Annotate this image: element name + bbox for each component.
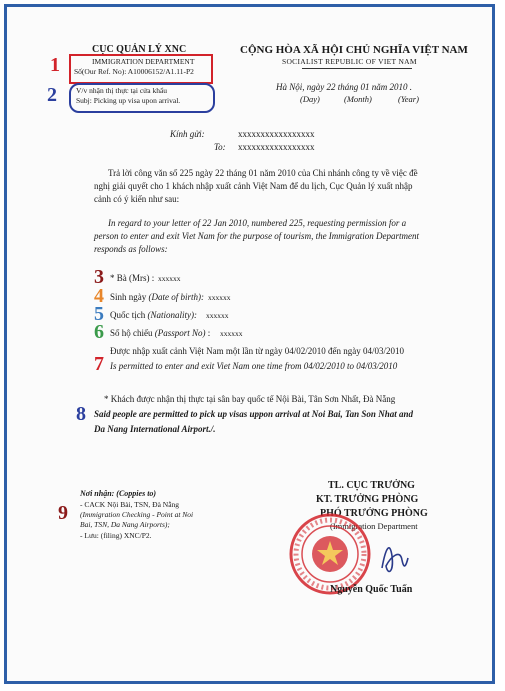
- handwritten-signature-icon: [376, 536, 412, 580]
- body-en-line-1: In regard to your letter of 22 Jan 2010, numbered 225, requesting permission for a: [108, 218, 407, 228]
- signature-title-2: KT. TRƯỞNG PHÒNG: [316, 494, 419, 505]
- subject-vi: V/v nhận thị thực tại cửa khẩu: [76, 86, 168, 95]
- signature-title-1: TL. CỤC TRƯỞNG: [328, 480, 415, 491]
- airport-vi: * Khách được nhận thị thực tại sân bay quốc tế Nội Bài, Tân Sơn Nhất, Đà Nẵng: [104, 394, 396, 404]
- country-name: CỘNG HÒA XÃ HỘI CHỦ NGHĨA VIỆT NAM: [240, 44, 468, 56]
- copies-line-3: Bai, TSN, Da Nang Airports);: [80, 520, 170, 529]
- passport-value: xxxxxx: [220, 329, 243, 338]
- marker-3: 3: [94, 266, 104, 288]
- nationality-label-vi: Quốc tịch: [110, 310, 146, 320]
- agency-name-en: IMMIGRATION DEPARTMENT: [92, 57, 195, 66]
- dob-label-vi: Sinh ngày: [110, 292, 147, 302]
- body-en-line-2: person to enter and exit Viet Nam for the purpose of tourism, the Immigration Department: [94, 231, 420, 241]
- marker-9: 9: [58, 502, 68, 524]
- marker-8: 8: [76, 403, 86, 425]
- marker-6: 6: [94, 321, 104, 343]
- marker-4: 4: [94, 285, 104, 307]
- agency-name: CỤC QUẢN LÝ XNC: [92, 44, 187, 55]
- issue-date: Hà Nội, ngày 22 tháng 01 năm 2010 .: [276, 82, 412, 92]
- body-en-line-3: responds as follows:: [94, 244, 168, 254]
- dob-value: xxxxxx: [208, 293, 231, 302]
- marker-2: 2: [47, 84, 57, 106]
- recipient-value-1: xxxxxxxxxxxxxxxxx: [238, 129, 315, 139]
- passport-label: [110, 328, 210, 338]
- passport-label-en: (Passport No): [154, 328, 206, 338]
- signature-title-3: PHÓ TRƯỞNG PHÒNG: [320, 508, 428, 519]
- marker-7: 7: [94, 353, 104, 375]
- permit-vi: Được nhập xuất cảnh Việt Nam một lần từ ngày 04/02/2010 đến ngày 04/03/2010: [110, 346, 405, 356]
- reference-number: Số(Our Ref. No): A10006152/A1.11-P2: [74, 67, 194, 76]
- recipient-value-2: xxxxxxxxxxxxxxxxx: [238, 142, 315, 152]
- body-vi-line-3: cảnh có ý kiến như sau:: [94, 194, 180, 204]
- date-day-label: (Day): [300, 94, 320, 104]
- airport-en-line-1: Said people are permitted to pick up visas uppon arrival at Noi Bai, Tan Son Nhat and: [94, 409, 413, 419]
- to-label: To:: [214, 142, 226, 152]
- passport-label-vi: Số hộ chiếu: [110, 328, 153, 338]
- date-year-label: (Year): [398, 94, 419, 104]
- mrs-value: xxxxxx: [158, 274, 181, 283]
- copies-line-4: - Lưu: (filing) XNC/P2.: [80, 531, 152, 540]
- permit-en: Is permitted to enter and exit Viet Nam one time from 04/02/2010 to 04/03/2010: [110, 361, 398, 371]
- nationality-label: [110, 310, 197, 320]
- dob-label-en: (Date of birth):: [148, 292, 205, 302]
- kinh-gui-label: Kính gửi:: [170, 129, 205, 139]
- passport-colon: :: [207, 328, 211, 338]
- signature-dept: (Immigration Department: [330, 521, 418, 531]
- copies-line-2: (Immigration Checking - Point at Noi: [80, 510, 194, 519]
- airport-en-line-2: Da Nang International Airport./.: [94, 424, 216, 434]
- subject-en: Subj: Picking up visa upon arrival.: [76, 96, 181, 105]
- body-vi-line-1: Trả lời công văn số 225 ngày 22 tháng 01 năm 2010 của Chi nhánh công ty về việc đề: [108, 168, 418, 178]
- body-vi-line-2: nghị giải quyết cho 1 khách nhập xuất cảnh Việt Nam để du lịch, Cục Quản lý xuất nhập: [94, 181, 413, 191]
- nationality-label-en: (Nationality):: [147, 310, 197, 320]
- copies-title: Nơi nhận: (Coppies to): [80, 489, 157, 498]
- header-rule: [302, 68, 412, 69]
- signer-name: Nguyễn Quốc Tuấn: [330, 584, 413, 595]
- date-month-label: (Month): [344, 94, 372, 104]
- country-name-en: SOCIALIST REPUBLIC OF VIET NAM: [282, 57, 417, 66]
- copies-line-1: - CACK Nội Bài, TSN, Đà Nẵng: [80, 500, 180, 509]
- nationality-value: xxxxxx: [206, 311, 229, 320]
- marker-5: 5: [94, 303, 104, 325]
- marker-1: 1: [50, 54, 60, 76]
- mrs-label: * Bà (Mrs) :: [110, 273, 155, 283]
- dob-label: [110, 292, 204, 302]
